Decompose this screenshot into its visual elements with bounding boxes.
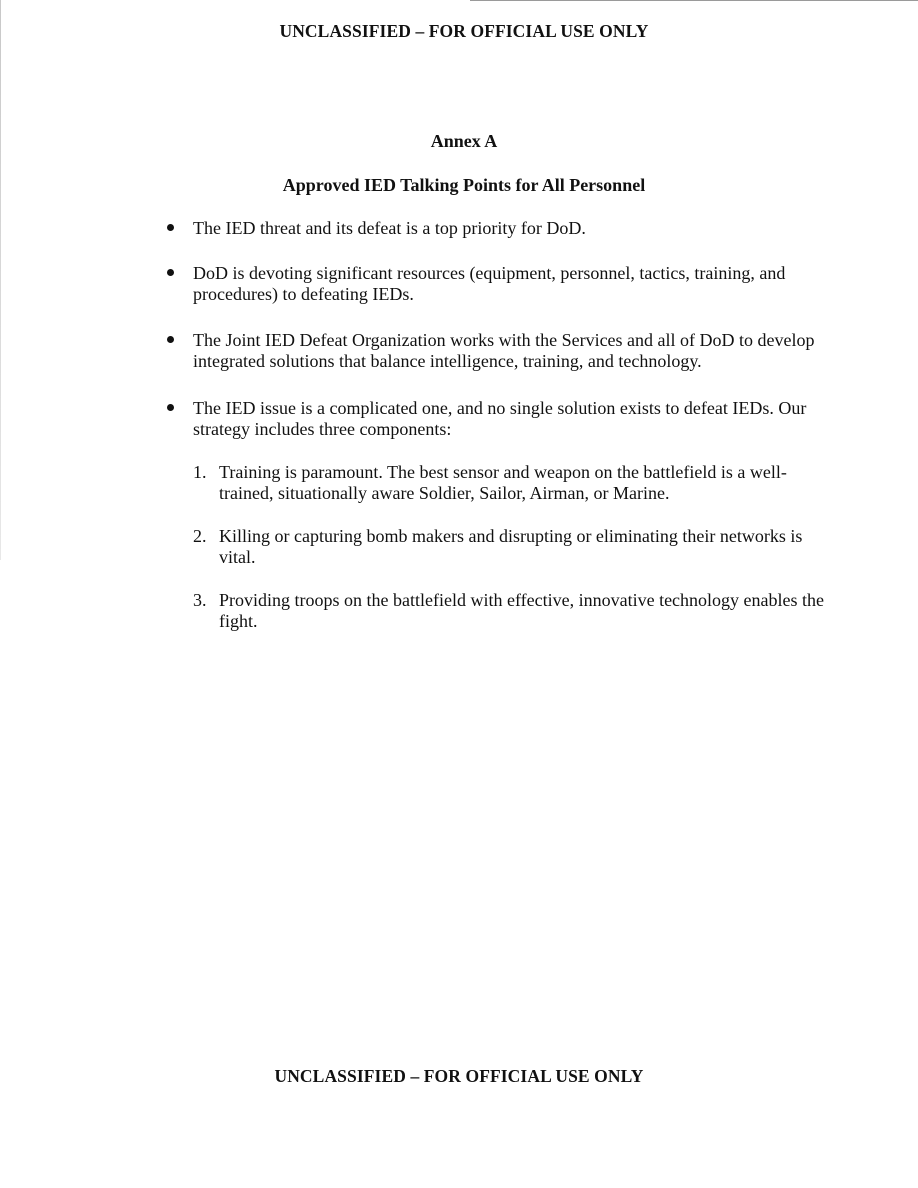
strategy-component bbox=[193, 526, 825, 568]
talking-point-text: The Joint IED Defeat Organization works with the Services and all of DoD to develop integrated solutions that balance intelligence, training, and technology. bbox=[193, 330, 815, 371]
component-text: Killing or capturing bomb makers and disrupting or eliminating their networks is vital. bbox=[219, 526, 803, 567]
talking-point-text: The IED threat and its defeat is a top priority for DoD. bbox=[193, 218, 586, 238]
bullet-icon bbox=[167, 336, 174, 343]
component-number: 1. bbox=[193, 462, 207, 482]
talking-point bbox=[165, 263, 825, 305]
strategy-component bbox=[193, 590, 825, 632]
bullet-icon bbox=[167, 404, 174, 411]
classification-marking-top: UNCLASSIFIED – FOR OFFICIAL USE ONLY bbox=[279, 21, 649, 41]
bullet-icon bbox=[167, 269, 174, 276]
classification-marking-bottom: UNCLASSIFIED – FOR OFFICIAL USE ONLY bbox=[274, 1066, 644, 1086]
talking-point bbox=[165, 330, 825, 372]
bullet-icon bbox=[167, 224, 174, 231]
scan-edge-left bbox=[0, 0, 1, 560]
talking-points-list bbox=[165, 218, 825, 656]
talking-point bbox=[165, 398, 825, 632]
component-number: 3. bbox=[193, 590, 207, 610]
strategy-component bbox=[193, 462, 825, 504]
component-text: Training is paramount. The best sensor and weapon on the battlefield is a well-trained, situationally aware Soldier, Sailor, Airman, or Marine. bbox=[219, 462, 787, 503]
component-number: 2. bbox=[193, 526, 207, 546]
component-text: Providing troops on the battlefield with effective, innovative technology enables the fight. bbox=[219, 590, 825, 631]
talking-point-text: The IED issue is a complicated one, and no single solution exists to defeat IEDs. Our strategy includes three components: bbox=[193, 398, 807, 439]
annex-label: Annex A bbox=[430, 131, 498, 151]
scan-edge-top bbox=[470, 0, 918, 1]
document-title: Approved IED Talking Points for All Personnel bbox=[282, 175, 646, 195]
talking-point-text: DoD is devoting significant resources (equipment, personnel, tactics, training, and procedures) to defeating IEDs. bbox=[193, 263, 786, 304]
strategy-components-list bbox=[193, 462, 825, 632]
talking-point bbox=[165, 218, 825, 239]
